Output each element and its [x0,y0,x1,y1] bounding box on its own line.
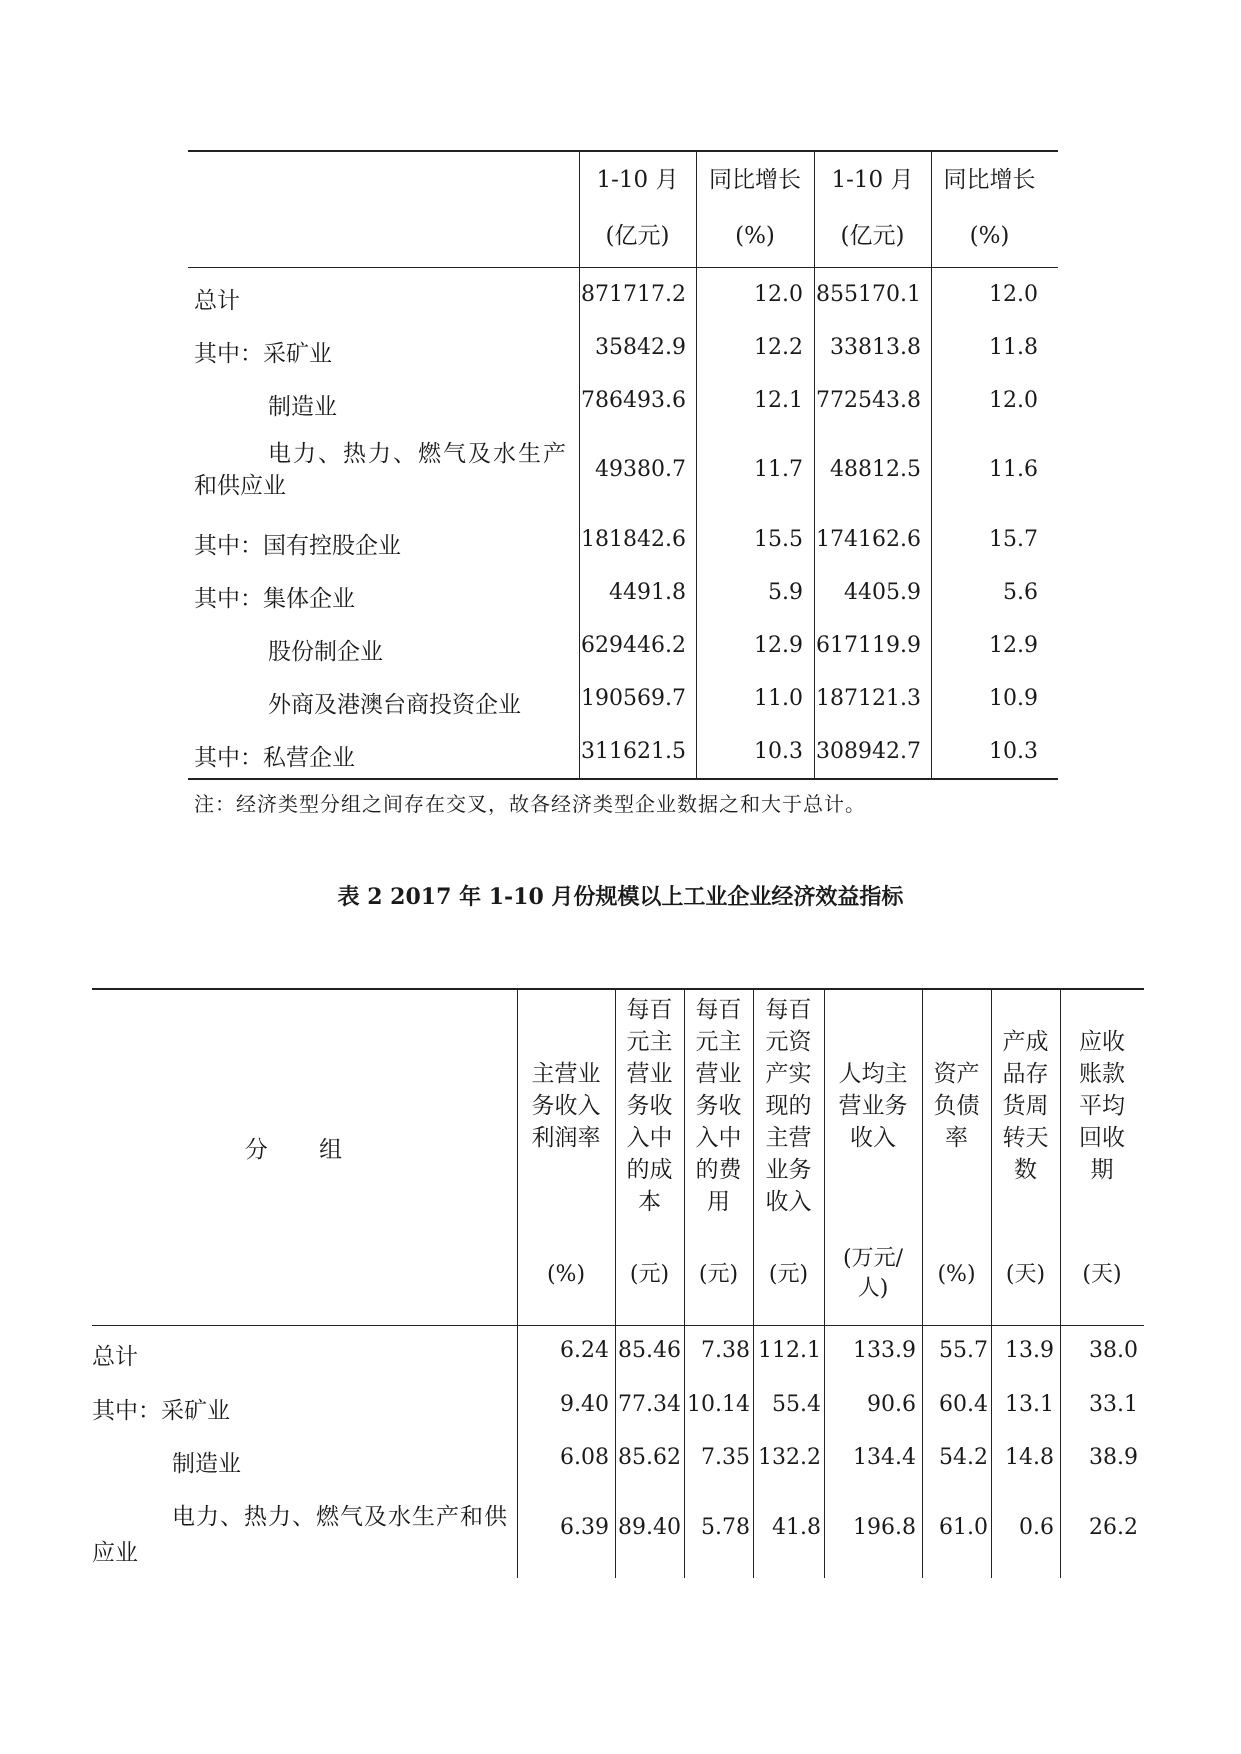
table-row: 其中：国有控股企业 181842.6 15.5 174162.6 15.7 [194,527,1038,559]
table-row: 制造业 786493.6 12.1 772543.8 12.0 [268,388,1038,420]
t2-unit: (天) [1005,1262,1046,1287]
t1-col-header-2: 同比增长 (%) [709,167,801,249]
table-1 [188,150,1058,780]
table-row: 外商及港澳台商投资企业 190569.7 11.0 187121.3 10.9 [268,686,1038,718]
t2-col-header-cost: 每百 元主 营业 务收 入中 的成 本 [626,997,673,1215]
t1-col-header-3: 1-10 月 (亿元) [831,167,914,249]
t2-unit: (%) [937,1262,976,1287]
table-row: 总计 871717.2 12.0 855170.1 12.0 [194,282,1038,314]
t2-unit: (元) [768,1262,809,1287]
table-row: 其中：私营企业 311621.5 10.3 308942.7 10.3 [194,739,1038,771]
table-row: 其中：采矿业 35842.9 12.2 33813.8 11.8 [194,335,1038,367]
t2-col-header-debt-ratio: 资产 负债 率 [933,1061,980,1151]
t2-unit: (%) [546,1262,586,1287]
t1-col-header-4: 同比增长 (%) [943,167,1036,249]
t2-unit: (元) [698,1262,739,1287]
table-1-header [188,150,1058,268]
t2-col-header-profit-rate: 主营业 务收入 利润率 [531,1061,601,1151]
table-row: 股份制企业 629446.2 12.9 617119.9 12.9 [268,633,1038,665]
t2-unit: (元) [629,1262,670,1287]
t1-col-header-1: 1-10 月 (亿元) [596,167,679,249]
t2-col-header-asset-revenue: 每百 元资 产实 现的 主营 业务 收入 [765,997,812,1215]
t2-col-header-expense: 每百 元主 营业 务收 入中 的费 用 [695,997,742,1215]
table-2: 分 组 主营业 务收入 利润率 每百 元主 营业 务收 入中 的成 本 每百 元主 营业 务收 入中 的费 用 每百 元资 产实 现的 主营 业务 收入 人均主 营业务 收入 资产 负债 率 产成 品存 货周 转天 数 应收 账款 平均 回收 期 (%) (元) (元) (元) (万元/ 人) (%) (天) (天) 总计 6.24 85.46 7.38 112.1 133.9 55.7 13.9 38.0 其中：采矿业 9.40 77.34 10.14 55.4 90.6 60.4 13.1 33.1 制造业 6.08 85.62 7.35 132.2 134.4 54.2 14.8 38.9 电力、热力、燃气及水生产和供 应业 6.39 89.40 5.78 41.8 196.8 61.0 0.6 26.2 [92,988,1144,1578]
table-1-body [188,268,1058,778]
t2-unit: (天) [1082,1262,1122,1287]
table-2-title: 表 2 2017 年 1-10 月份规模以上工业企业经济效益指标 [337,884,904,910]
t2-col-header-receivable-days: 应收 账款 平均 回收 期 [1079,1029,1125,1183]
t2-col-header-per-capita: 人均主 营业务 收入 [838,1061,908,1151]
t2-unit: (万元/ 人) [843,1246,903,1301]
group-column-header: 分 组 [244,1137,365,1163]
table-1-note: 注：经济类型分组之间存在交叉，故各经济类型企业数据之和大于总计。 [194,792,866,816]
table-row: 其中：集体企业 4491.8 5.9 4405.9 5.6 [194,580,1038,612]
table-row: 电力、热力、燃气及水生产 和供应业 49380.7 11.7 48812.5 11.6 [194,441,1038,499]
t2-col-header-inventory-days: 产成 品存 货周 转天 数 [1002,1029,1049,1183]
